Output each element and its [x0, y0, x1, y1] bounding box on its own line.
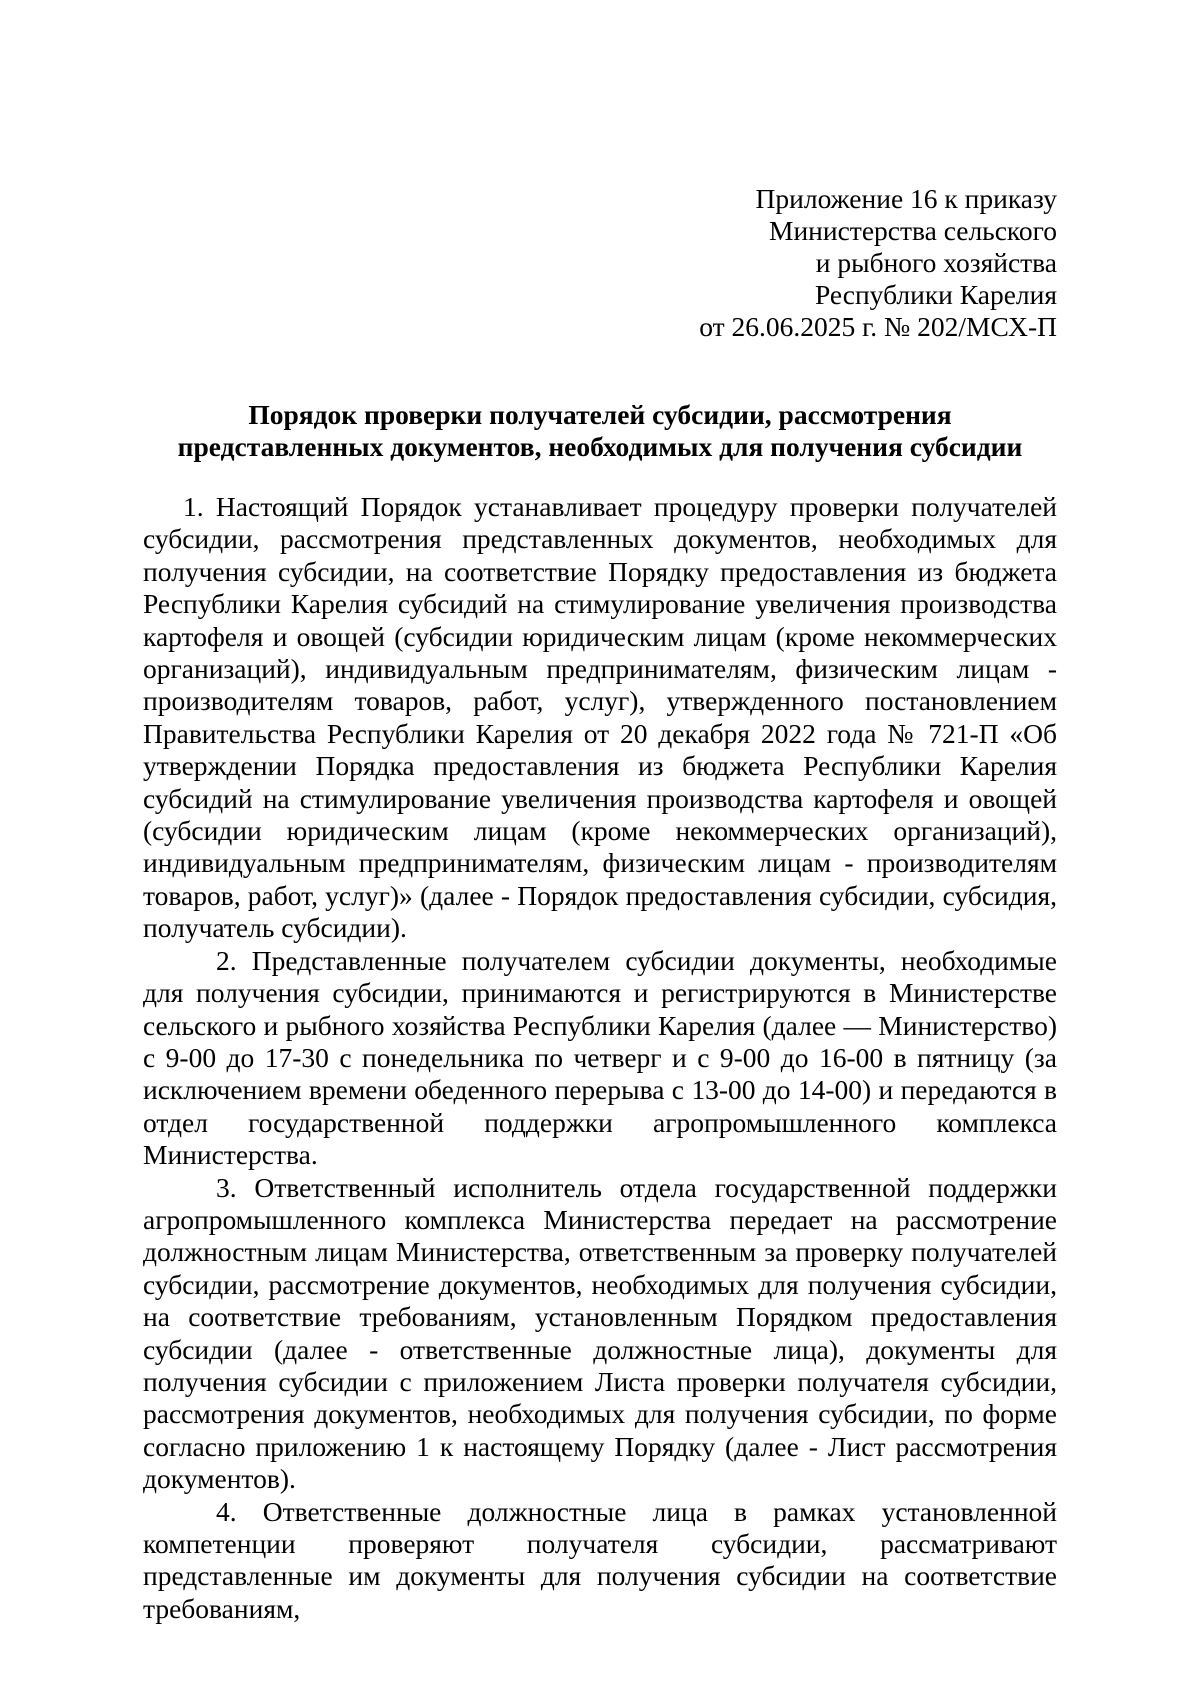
document-body	[143, 491, 1057, 1625]
appendix-line: и рыбного хозяйства	[815, 247, 1057, 278]
document-title	[140, 399, 1060, 463]
appendix-line: Министерства сельского	[769, 215, 1057, 246]
paragraph-4: 4. Ответственные должностные лица в рамках установленной компетенции проверяют получателя субсидии, рассматривают представленные им документы для получения субсидии на соответствие требованиям,	[143, 1495, 1057, 1624]
appendix-block	[699, 183, 1057, 343]
appendix-order-number: от 26.06.2025 г. № 202/МСХ-П	[699, 311, 1057, 342]
title-line-1: Порядок проверки получателей субсидии, рассмотрения	[248, 399, 952, 430]
paragraph-1: 1. Настоящий Порядок устанавливает процедуру проверки получателей субсидии, рассмотрения представленных документов, необходимых для получения субсидии, на соответствие Порядку предоставления из бюджета Республики Карелия субсидий на стимулирование увеличения производства картофеля и овощей (субсидии юридическим лицам (кроме некоммерческих организаций), индивидуальным предпринимателям, физическим лицам - производителям товаров, работ, услуг), утвержденного постановлением Правительства Республики Карелия от 20 декабря 2022 года № 721-П «Об утверждении Порядка предоставления из бюджета Республики Карелия субсидий на стимулирование увеличения производства картофеля и овощей (субсидии юридическим лицам (кроме некоммерческих организаций), индивидуальным предпринимателям, физическим лицам - производителям товаров, работ, услуг)» (далее - Порядок предоставления субсидии, субсидия, получатель субсидии).	[143, 491, 1057, 944]
appendix-line: Приложение 16 к приказу	[755, 183, 1057, 214]
paragraph-2: 2. Представленные получателем субсидии документы, необходимые для получения субсидии, принимаются и регистрируются в Министерстве сельского и рыбного хозяйства Республики Карелия (далее — Министерство) с 9-00 до 17-30 с понедельника по четверг и с 9-00 до 16-00 в пятницу (за исключением времени обеденного перерыва с 13-00 до 14-00) и передаются в отдел государственной поддержки агропромышленного комплекса Министерства.	[143, 944, 1057, 1171]
paragraph-3: 3. Ответственный исполнитель отдела государственной поддержки агропромышленного комплекса Министерства передает на рассмотрение должностным лицам Министерства, ответственным за проверку получателей субсидии, рассмотрение документов, необходимых для получения субсидии, на соответствие требованиям, установленным Порядком предоставления субсидии (далее - ответственные должностные лица), документы для получения субсидии с приложением Листа проверки получателя субсидии, рассмотрения документов, необходимых для получения субсидии, по форме согласно приложению 1 к настоящему Порядку (далее - Лист рассмотрения документов).	[143, 1171, 1057, 1495]
title-line-2: представленных документов, необходимых для получения субсидии	[177, 431, 1023, 462]
appendix-line: Республики Карелия	[814, 279, 1057, 310]
